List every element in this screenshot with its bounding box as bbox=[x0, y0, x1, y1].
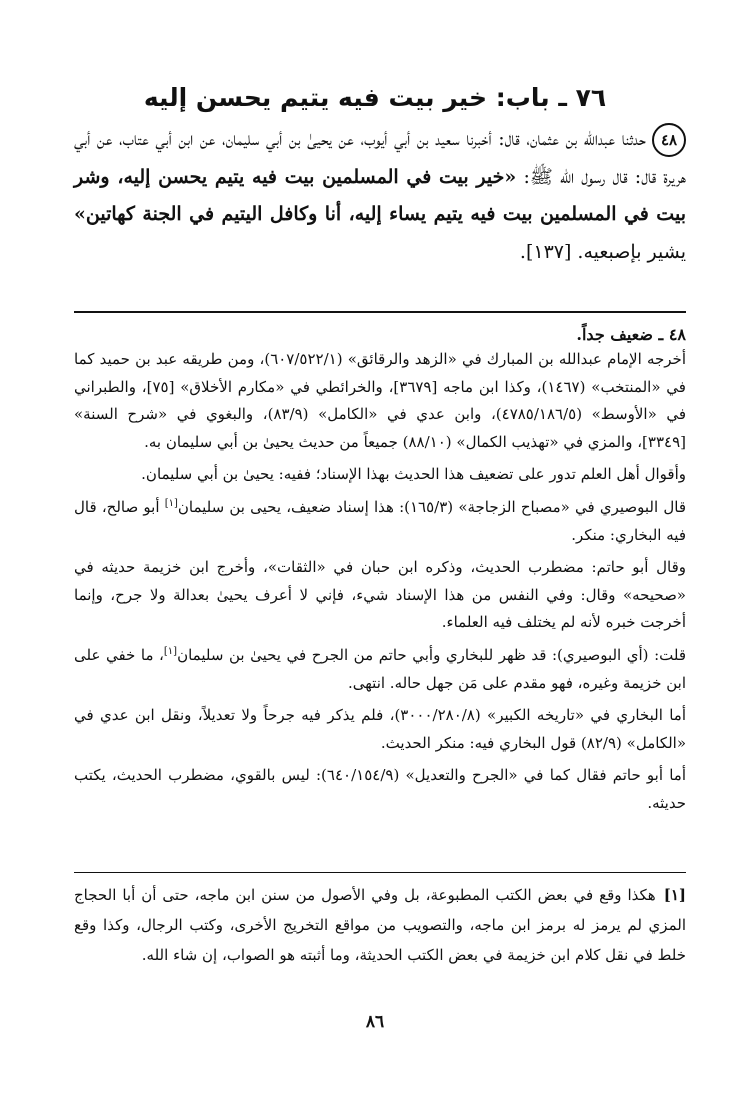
commentary-paragraph: أما البخاري في «تاريخه الكبير» (٣٠٠٠/٢٨٠/٨)، فلم يذكر فيه جرحاً ولا تعديلاً، ونقل ابن عدي في «الكامل» (٨٢/٩) قول البخاري فيه: منكر الحديث. bbox=[74, 706, 686, 752]
commentary-text: قال البوصيري في «مصباح الزجاجة» (١٦٥/٣): هذا إسناد ضعيف، يحيى بن سليمان bbox=[177, 497, 686, 516]
commentary bbox=[74, 346, 686, 823]
commentary-paragraph: وقال أبو حاتم: مضطرب الحديث، وذكره ابن حبان في «الثقات»، وأخرج ابن خزيمة حديثه في «صحيحه» وقال: وفي النفس من هذا الإسناد شيء، فإني لا أعرف يحيىٰ بعدالة ولا جرح، وإنما أخرجت خبره لأنه لم يختلف فيه العلماء. bbox=[74, 558, 686, 632]
footnote-divider bbox=[74, 872, 686, 873]
hadith-number-badge: ٤٨ bbox=[652, 123, 686, 157]
commentary-text: أبو صالح، قال فيه البخاري: منكر. bbox=[74, 497, 686, 544]
commentary-text: ، ما خفي على ابن خزيمة وغيره، فهو مقدم على مَن جهل حاله. انتهى. bbox=[74, 645, 686, 692]
footnote bbox=[74, 880, 686, 970]
commentary-paragraph: أخرجه الإمام عبدالله بن المبارك في «الزهد والرقائق» (٦٠٧/٥٢٢/١)، ومن طريقه عبد بن حميد كما في «المنتخب» (١٤٦٧)، وكذا ابن ماجه [٣٦٧٩]، والخرائطي في «مكارم الأخلاق» [٧٥]، والطبراني في «الأوسط» (٤٧٨٥/١٨٦/٥)، وابن عدي في «الكامل» (٨٣/٩)، والبغوي في «شرح السنة» [٣٣٤٩]، والمزي في «تهذيب الكمال» (٨٨/١٠) جميعاً من حديث يحيىٰ بن أبي سليمان به. bbox=[74, 350, 686, 451]
commentary-paragraph bbox=[74, 494, 686, 549]
footnote-reference[interactable]: [١] bbox=[164, 497, 178, 509]
chapter-title: ٧٦ ـ باب: خير بيت فيه يتيم يحسن إليه bbox=[143, 83, 607, 112]
hadith-isnad: حدثنا عبدالله بن عثمان، قال: أخبرنا سعيد بن أبي أيوب، عن يحيىٰ بن أبي سليمان، عن ابن أبي عتاب، عن أبي هريرة قال: قال رسول الله ﷺ: bbox=[74, 128, 686, 188]
hadith-matn: «خير بيت في المسلمين بيت فيه يتيم يحسن إليه، وشر بيت في المسلمين بيت فيه يتيم يساء إليه، أنا وكافل اليتيم في الجنة كهاتين» bbox=[74, 165, 686, 225]
commentary-text: قلت: (أي البوصيري): قد ظهر للبخاري وأبي حاتم من الجرح في يحيىٰ بن سليمان bbox=[177, 645, 686, 664]
page-number: ٨٦ bbox=[365, 1012, 385, 1032]
footnote-text: هكذا وقع في بعض الكتب المطبوعة، بل وفي الأصول من سنن ابن ماجه، حتى أن أبا الحجاج المزي لم يرمز له برمز ابن ماجه، والتصويب من مواقع التخريج الأخرى، وكتب الرجال، وكذا وقع خلط في نقل كلام ابن خزيمة في بعض الكتب الحديثة، وما أثبته هو الصواب، إن شاء الله. bbox=[74, 886, 686, 964]
commentary-paragraph bbox=[74, 642, 686, 697]
hadith-grade: ٤٨ ـ ضعيف جداً. bbox=[576, 325, 686, 344]
commentary-paragraph: أما أبو حاتم فقال كما في «الجرح والتعديل» (٦٤٠/١٥٤/٩): ليس بالقوي، مضطرب الحديث، يكتب حديثه. bbox=[74, 766, 687, 812]
commentary-paragraph: وأقوال أهل العلم تدور على تضعيف هذا الحديث بهذا الإسناد؛ ففيه: يحيىٰ بن أبي سليمان. bbox=[141, 465, 686, 484]
footnote-marker: [١] bbox=[663, 886, 686, 904]
hadith-text bbox=[74, 121, 686, 271]
footnote-reference[interactable]: [١] bbox=[163, 645, 178, 657]
hadith-tail: يشير بإصبعيه. [١٣٧]. bbox=[519, 240, 686, 263]
section-divider bbox=[74, 311, 686, 313]
